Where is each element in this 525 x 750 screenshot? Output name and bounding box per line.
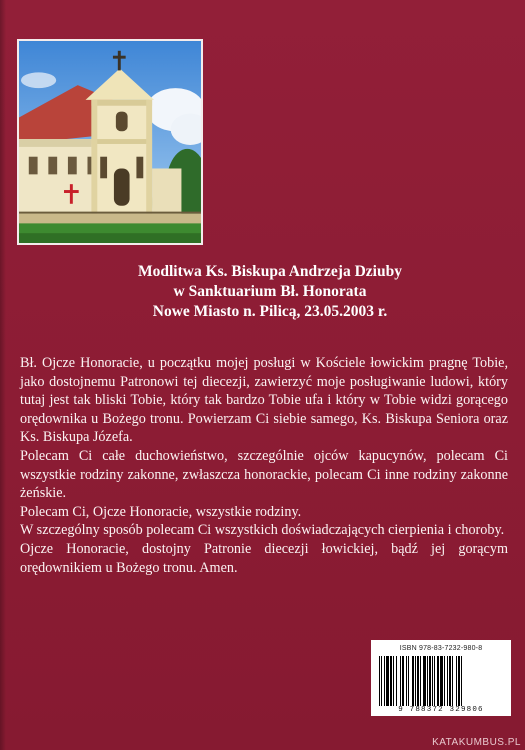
barcode-bar — [400, 656, 401, 706]
barcode-bar — [408, 656, 409, 706]
title-line-1: Modlitwa Ks. Biskupa Andrzeja Dziuby — [138, 263, 402, 280]
barcode-bar — [412, 656, 414, 706]
barcode-bar — [432, 656, 433, 706]
prayer-title — [60, 262, 480, 322]
title-line-3: Nowe Miasto n. Pilicą, 23.05.2003 r. — [152, 303, 388, 320]
barcode-bar — [396, 656, 397, 706]
barcode-bar — [390, 656, 392, 706]
barcode-bar — [434, 656, 435, 706]
barcode-bar — [406, 656, 407, 706]
barcode-bar — [386, 656, 389, 706]
barcode-bar — [456, 656, 457, 706]
prayer-paragraph-5: Ojcze Honoracie, dostojny Patronie diecezji łowickiej, bądź jej gorącym orędownikiem u Bożego tronu. Amen. — [20, 540, 508, 576]
barcode-bar — [452, 656, 453, 706]
barcode-bar — [437, 656, 439, 706]
barcode-bar — [423, 656, 426, 706]
barcode-bar — [427, 656, 428, 706]
isbn-barcode — [371, 640, 511, 716]
barcode-bar — [458, 656, 460, 706]
church-illustration — [19, 41, 201, 243]
title-line-2: w Sanktuarium Bł. Honorata — [173, 283, 367, 300]
barcode-bar — [393, 656, 394, 706]
watermark: KATAKUMBUS.PL — [432, 737, 521, 748]
barcode-bar — [449, 656, 451, 706]
barcode-bar — [417, 656, 419, 706]
barcode-bar — [440, 656, 443, 706]
barcode-bar — [444, 656, 445, 706]
barcode-bar — [381, 656, 382, 706]
barcode-bar — [461, 656, 462, 706]
spine-shadow — [0, 0, 6, 750]
barcode-bar — [429, 656, 431, 706]
prayer-paragraph-3: Polecam Ci, Ojcze Honoracie, wszystkie rodziny. — [20, 503, 302, 520]
barcode-bar — [402, 656, 404, 706]
prayer-paragraph-1: Bł. Ojcze Honoracie, u początku mojej posługi w Kościele łowickim pragnę Tobie, jako dostojnemu Patronowi tej diecezji, zawierzyć moje posługiwanie ludowi, który tutaj jest tak bliski Tobie, który tak bardzo Tobie ufa i który w Tobie widzi gorącego orędownika u Bożego tronu. Powierzam Ci siebie samego, Ks. Biskupa Seniora oraz Ks. Biskupa Józefa. — [20, 355, 508, 446]
barcode-bar — [379, 656, 380, 706]
barcode-bars — [377, 656, 505, 706]
prayer-paragraph-2: Polecam Ci całe duchowieństwo, szczególnie ojców kapucynów, polecam Ci wszystkie rodziny zakonne, zwłaszcza honorackie, polecam Ci inne rodziny zakonne żeńskie. — [20, 447, 508, 502]
barcode-bar — [384, 656, 385, 706]
prayer-text — [20, 354, 508, 577]
prayer-paragraph-4: W szczególny sposób polecam Ci wszystkich doświadczających cierpienia i choroby. — [20, 522, 505, 539]
barcode-bar — [415, 656, 416, 706]
ean-digits: 9 788372 329806 — [398, 706, 484, 714]
barcode-bar — [420, 656, 421, 706]
barcode-bar — [447, 656, 448, 706]
church-photo — [17, 39, 203, 245]
isbn-label: ISBN 978-83-7232-980-8 — [399, 645, 483, 652]
